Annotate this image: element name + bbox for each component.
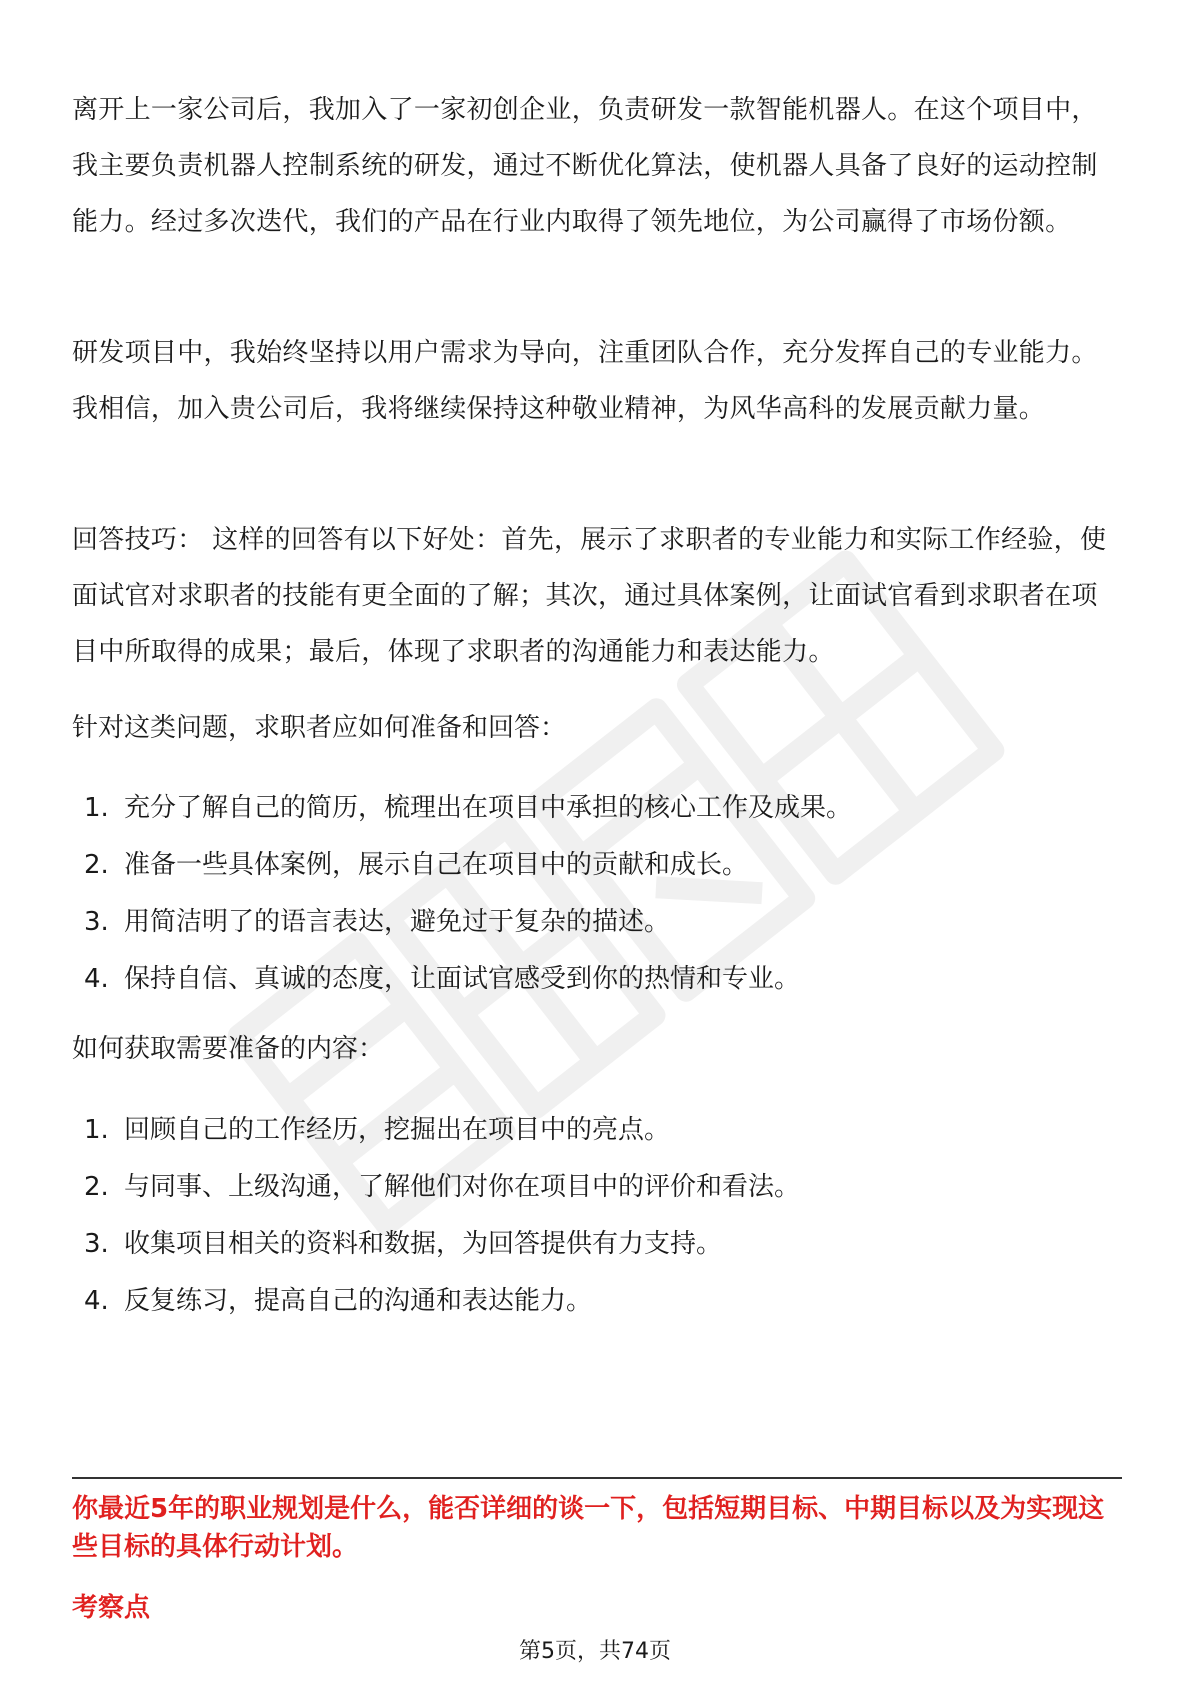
paragraph-team: 研发项目中，我始终坚持以用户需求为导向，注重团队合作，充分发挥自己的专业能力。我相信，加入贵公司后，我将继续保持这种敬业精神，为风华高科的发展贡献力量。 — [72, 338, 1098, 424]
list-number: 2. — [84, 1172, 109, 1202]
prepare-list — [84, 780, 852, 1008]
section-divider — [72, 1477, 1122, 1479]
list-text: 反复练习，提高自己的沟通和表达能力。 — [124, 1286, 593, 1316]
list-item — [84, 1159, 800, 1216]
prepare-heading: 针对这类问题，求职者应如何准备和回答： — [72, 713, 567, 743]
paragraph-experience: 离开上一家公司后，我加入了一家初创企业，负责研发一款智能机器人。在这个项目中，我主要负责机器人控制系统的研发，通过不断优化算法，使机器人具备了良好的运动控制能力。经过多次迭代，我们的产品在行业内取得了领先地位，为公司赢得了市场份额。 — [72, 95, 1098, 237]
section-label: 考察点 — [72, 1593, 151, 1623]
page-footer: 第5页，共74页 — [519, 1639, 671, 1664]
list-item — [84, 951, 852, 1008]
obtain-list — [84, 1102, 800, 1330]
list-item — [84, 837, 852, 894]
list-number: 2. — [84, 850, 109, 880]
paragraph-tips: 回答技巧： 这样的回答有以下好处：首先，展示了求职者的专业能力和实际工作经验，使面试官对求职者的技能有更全面的了解；其次，通过具体案例，让面试官看到求职者在项目中所取得的成果；最后，体现了求职者的沟通能力和表达能力。 — [72, 525, 1107, 667]
list-item — [84, 894, 852, 951]
list-item — [84, 780, 852, 837]
list-text: 收集项目相关的资料和数据，为回答提供有力支持。 — [124, 1229, 723, 1259]
list-number: 4. — [84, 1286, 109, 1316]
list-item — [84, 1273, 800, 1330]
list-number: 3. — [84, 907, 109, 937]
list-number: 4. — [84, 964, 109, 994]
list-item — [84, 1216, 800, 1273]
list-text: 回顾自己的工作经历，挖掘出在项目中的亮点。 — [124, 1115, 671, 1145]
list-text: 与同事、上级沟通，了解他们对你在项目中的评价和看法。 — [124, 1172, 801, 1202]
interview-question: 你最近5年的职业规划是什么，能否详细的谈一下，包括短期目标、中期目标以及为实现这些目标的具体行动计划。 — [72, 1494, 1105, 1562]
list-number: 1. — [84, 1115, 109, 1145]
list-text: 准备一些具体案例，展示自己在项目中的贡献和成长。 — [124, 850, 749, 880]
list-number: 3. — [84, 1229, 109, 1259]
obtain-heading: 如何获取需要准备的内容： — [72, 1034, 385, 1064]
list-text: 用简洁明了的语言表达，避免过于复杂的描述。 — [124, 907, 671, 937]
list-text: 充分了解自己的简历，梳理出在项目中承担的核心工作及成果。 — [124, 793, 853, 823]
list-number: 1. — [84, 793, 109, 823]
list-item — [84, 1102, 800, 1159]
list-text: 保持自信、真诚的态度，让面试官感受到你的热情和专业。 — [124, 964, 801, 994]
